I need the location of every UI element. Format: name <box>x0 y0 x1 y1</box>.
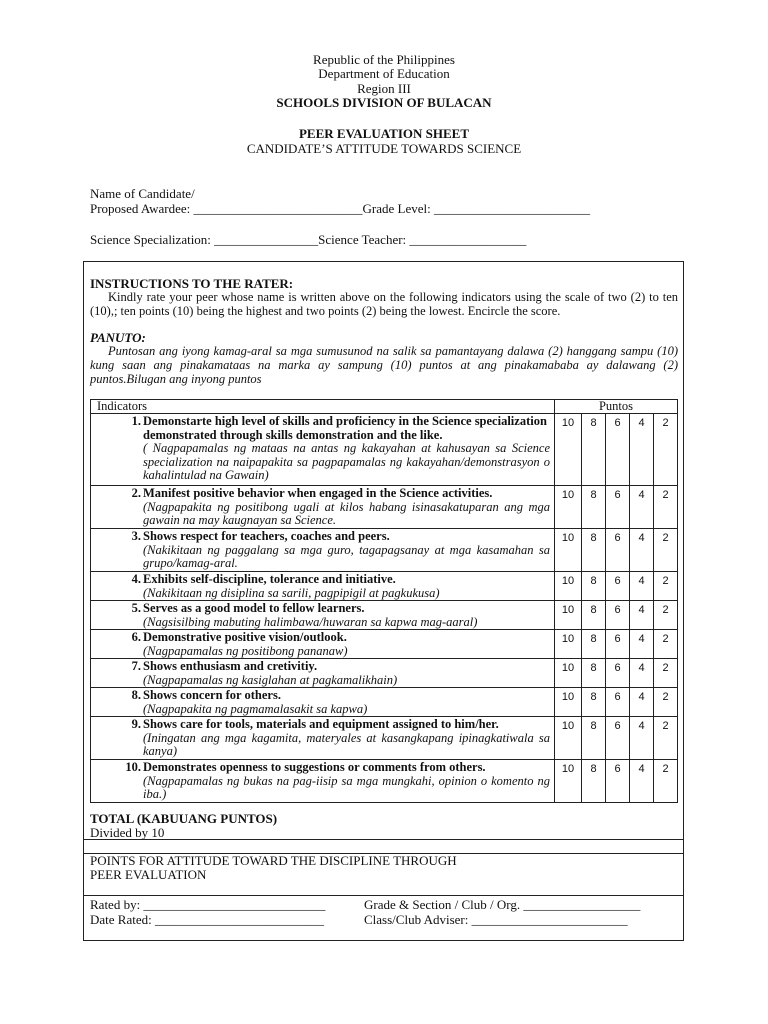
score-option-2[interactable]: 2 <box>654 601 678 630</box>
table-row <box>91 688 678 717</box>
score-option-8[interactable]: 8 <box>582 630 606 659</box>
divider-line <box>83 895 684 896</box>
score-option-2[interactable]: 2 <box>654 717 678 760</box>
score-option-10[interactable]: 10 <box>555 486 582 529</box>
indicator-number: 10. <box>125 760 141 774</box>
score-option-4[interactable]: 4 <box>630 414 654 486</box>
table-row <box>91 486 678 529</box>
panuto-text: Puntosan ang iyong kamag-aral sa mga sumusunod na salik sa pamantayang dalawa (2) hanggang sampu (10) kung saan ang pinakamataas na marka ay sampung (10) puntos at ang pinakamababa ay dalawang (2) puntos.Bilugan ang inyong puntos <box>90 344 678 386</box>
header-region: Region III <box>357 81 411 96</box>
score-option-8[interactable]: 8 <box>582 529 606 572</box>
indicator-translation: (Nagpapakita ng positibong ugali at kilos habang isinasakatuparan ang mga gawain na may kaugnayan sa Science. <box>143 499 550 527</box>
score-option-6[interactable]: 6 <box>606 486 630 529</box>
score-option-2[interactable]: 2 <box>654 659 678 688</box>
indicator-translation: (Nagsisilbing mabuting halimbawa/huwaran sa kapwa mag-aaral) <box>143 614 478 629</box>
score-option-10[interactable]: 10 <box>555 601 582 630</box>
score-option-10[interactable]: 10 <box>555 414 582 486</box>
table-row <box>91 630 678 659</box>
indicator-number: 1. <box>131 414 141 428</box>
score-option-6[interactable]: 6 <box>606 630 630 659</box>
score-option-2[interactable]: 2 <box>654 414 678 486</box>
grade-section-field[interactable]: Grade & Section / Club / Org. __________________ <box>364 897 641 912</box>
score-option-6[interactable]: 6 <box>606 414 630 486</box>
points-attitude-line1: POINTS FOR ATTITUDE TOWARD THE DISCIPLINE THROUGH <box>90 853 457 868</box>
indicator-number: 2. <box>131 486 141 500</box>
score-option-10[interactable]: 10 <box>555 659 582 688</box>
indicator-number: 7. <box>131 659 141 673</box>
indicator-number: 6. <box>131 630 141 644</box>
class-adviser-field[interactable]: Class/Club Adviser: ________________________ <box>364 912 628 927</box>
score-option-8[interactable]: 8 <box>582 760 606 803</box>
total-label: TOTAL (KABUUANG PUNTOS) <box>90 811 278 826</box>
instructions-title: INSTRUCTIONS TO THE RATER: <box>90 276 294 291</box>
indicator-text: Manifest positive behavior when engaged in the Science activities. <box>143 486 493 500</box>
indicator-cell <box>91 486 555 529</box>
indicator-text: Demonstrative positive vision/outlook. <box>143 630 347 644</box>
page-title: PEER EVALUATION SHEET <box>298 126 469 141</box>
score-option-8[interactable]: 8 <box>582 572 606 601</box>
score-option-2[interactable]: 2 <box>654 529 678 572</box>
score-option-4[interactable]: 4 <box>630 717 654 760</box>
instructions-text: Kindly rate your peer whose name is written above on the following indicators using the scale of two (2) to ten (10),; ten points (10) being the highest and two points (2) being the lowest. Encircle the score. <box>90 290 678 318</box>
indicator-translation: (Nagpapakita ng pagmamalasakit sa kapwa) <box>143 701 368 716</box>
indicators-table <box>90 399 678 803</box>
points-attitude-line2: PEER EVALUATION <box>90 867 207 882</box>
score-option-2[interactable]: 2 <box>654 486 678 529</box>
indicator-cell <box>91 717 555 760</box>
score-option-10[interactable]: 10 <box>555 630 582 659</box>
table-row <box>91 659 678 688</box>
header-division: SCHOOLS DIVISION OF BULACAN <box>276 95 492 110</box>
score-option-6[interactable]: 6 <box>606 688 630 717</box>
indicator-cell <box>91 630 555 659</box>
table-row <box>91 760 678 803</box>
score-option-4[interactable]: 4 <box>630 572 654 601</box>
indicator-cell <box>91 572 555 601</box>
score-option-8[interactable]: 8 <box>582 659 606 688</box>
indicator-number: 3. <box>131 529 141 543</box>
header-department: Department of Education <box>318 66 450 81</box>
indicator-text: Demonstarte high level of skills and proficiency in the Science specialization demonstrated through skills demonstration and the like. <box>143 414 547 442</box>
indicator-text: Demonstrates openness to suggestions or comments from others. <box>143 760 486 774</box>
indicator-text: Serves as a good model to fellow learners. <box>143 601 365 615</box>
indicator-text: Shows care for tools, materials and equipment assigned to him/her. <box>143 717 499 731</box>
score-option-4[interactable]: 4 <box>630 529 654 572</box>
indicator-number: 9. <box>131 717 141 731</box>
indicator-cell <box>91 601 555 630</box>
score-option-6[interactable]: 6 <box>606 572 630 601</box>
points-attitude-label <box>90 854 457 882</box>
score-option-10[interactable]: 10 <box>555 529 582 572</box>
indicator-cell <box>91 688 555 717</box>
indicator-text: Shows concern for others. <box>143 688 281 702</box>
score-option-2[interactable]: 2 <box>654 760 678 803</box>
score-option-4[interactable]: 4 <box>630 760 654 803</box>
score-option-8[interactable]: 8 <box>582 601 606 630</box>
score-option-6[interactable]: 6 <box>606 601 630 630</box>
score-option-10[interactable]: 10 <box>555 717 582 760</box>
score-option-6[interactable]: 6 <box>606 760 630 803</box>
name-of-candidate-label: Name of Candidate/ <box>90 186 195 201</box>
score-option-6[interactable]: 6 <box>606 529 630 572</box>
score-option-10[interactable]: 10 <box>555 688 582 717</box>
table-row <box>91 601 678 630</box>
date-rated-field[interactable]: Date Rated: __________________________ <box>90 912 324 927</box>
indicators-header: Indicators <box>91 400 555 414</box>
indicator-cell <box>91 760 555 803</box>
divider-line <box>83 839 684 840</box>
score-option-2[interactable]: 2 <box>654 572 678 601</box>
score-option-6[interactable]: 6 <box>606 717 630 760</box>
indicator-cell <box>91 414 555 486</box>
awardee-grade-level-field[interactable]: Proposed Awardee: __________________________Grade Level: ________________________ <box>90 201 590 216</box>
table-header-row <box>91 400 678 414</box>
score-option-2[interactable]: 2 <box>654 688 678 717</box>
table-row <box>91 717 678 760</box>
puntos-header: Puntos <box>555 400 678 414</box>
indicator-translation: (Nagpapamalas ng kasiglahan at pagkamalikhain) <box>143 672 398 687</box>
page-subtitle: CANDIDATE’S ATTITUDE TOWARDS SCIENCE <box>246 141 522 156</box>
indicator-number: 5. <box>131 601 141 615</box>
indicator-translation: (Nagpapamalas ng bukas na pag-iisip sa mga mungkahi, opinion o komento ng iba.) <box>143 773 550 801</box>
score-option-4[interactable]: 4 <box>630 601 654 630</box>
score-option-4[interactable]: 4 <box>630 630 654 659</box>
indicator-translation: (Nakikitaan ng paggalang sa mga guro, tagapagsanay at mga kasamahan sa grupo/kamag-aral. <box>143 542 550 570</box>
score-option-8[interactable]: 8 <box>582 414 606 486</box>
indicator-translation: (Nakikitaan ng disiplina sa sarili, pagpipigil at pagkukusa) <box>143 585 440 600</box>
score-option-2[interactable]: 2 <box>654 630 678 659</box>
table-row <box>91 572 678 601</box>
indicator-translation: (Iningatan ang mga kagamita, materyales at kasangkapang ipinagkatiwala sa kanya) <box>143 730 550 758</box>
indicator-text: Shows enthusiasm and cretivitiy. <box>143 659 318 673</box>
indicator-number: 8. <box>131 688 141 702</box>
score-option-8[interactable]: 8 <box>582 486 606 529</box>
score-option-10[interactable]: 10 <box>555 760 582 803</box>
indicator-translation: ( Nagpapamalas ng mataas na antas ng kakayahan at kahusayan sa Science specialization na naipapakita sa pagpapamalas ng kakayahan/demonstrasyon o kahalintulad na Gawain) <box>143 441 550 482</box>
score-option-8[interactable]: 8 <box>582 717 606 760</box>
divided-label: Divided by 10 <box>90 825 165 840</box>
indicator-cell <box>91 659 555 688</box>
score-option-4[interactable]: 4 <box>630 659 654 688</box>
indicator-text: Shows respect for teachers, coaches and peers. <box>143 529 390 543</box>
table-row <box>91 529 678 572</box>
specialization-teacher-field[interactable]: Science Specialization: ________________Science Teacher: __________________ <box>90 232 527 247</box>
score-option-4[interactable]: 4 <box>630 486 654 529</box>
indicator-cell <box>91 529 555 572</box>
table-row <box>91 414 678 486</box>
score-option-10[interactable]: 10 <box>555 572 582 601</box>
score-option-4[interactable]: 4 <box>630 688 654 717</box>
indicator-translation: (Nagpapamalas ng positibong pananaw) <box>143 643 348 658</box>
rated-by-field[interactable]: Rated by: ____________________________ <box>90 897 326 912</box>
score-option-8[interactable]: 8 <box>582 688 606 717</box>
indicator-text: Exhibits self-discipline, tolerance and initiative. <box>143 572 396 586</box>
header-republic: Republic of the Philippines <box>313 52 455 67</box>
panuto-title: PANUTO: <box>90 330 146 345</box>
score-option-6[interactable]: 6 <box>606 659 630 688</box>
indicator-number: 4. <box>131 572 141 586</box>
